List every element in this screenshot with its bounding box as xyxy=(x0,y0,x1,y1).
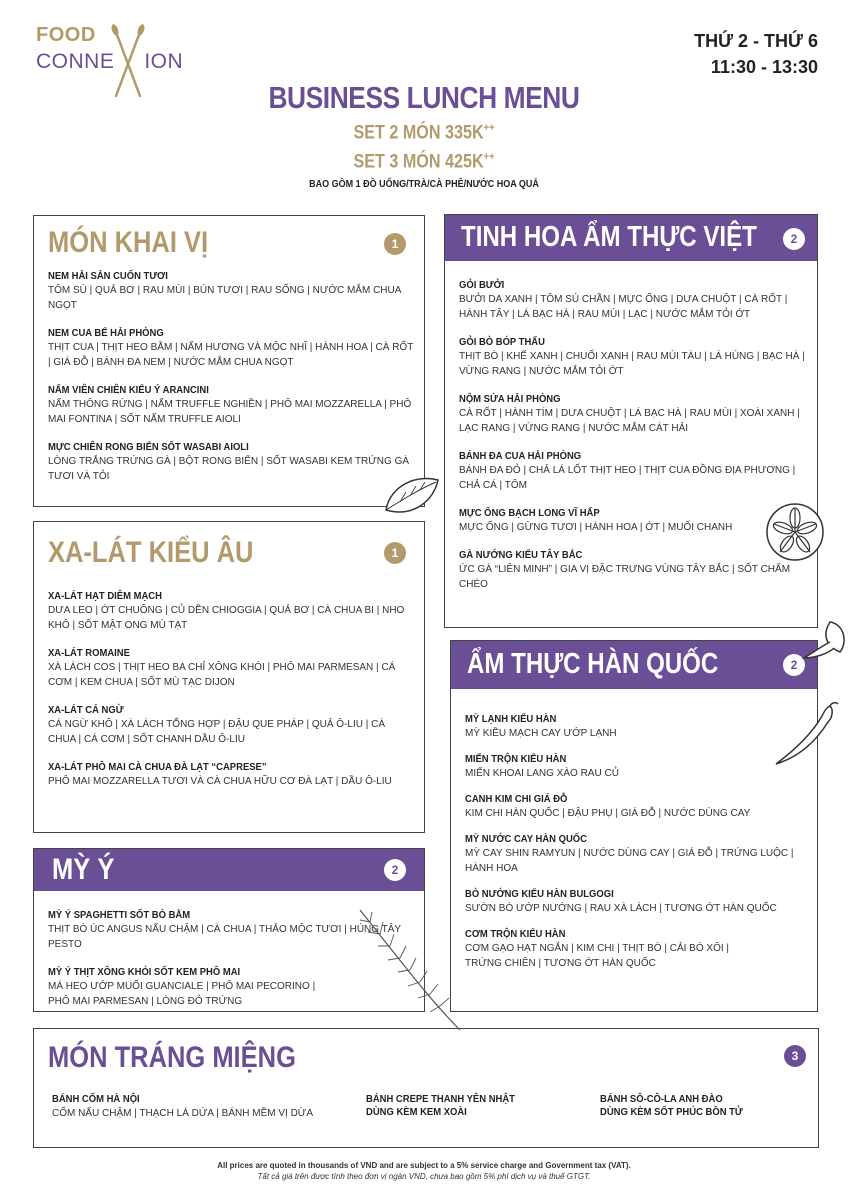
item-desc: MIẾN KHOAI LANG XÀO RAU CỦ xyxy=(465,768,619,779)
menu-item xyxy=(48,647,414,690)
section-title: MÓN KHAI VỊ xyxy=(48,226,209,259)
rosemary-icon xyxy=(340,900,470,1040)
menu-item xyxy=(600,1093,759,1119)
item-name: MIẾN TRỘN KIỂU HÀN xyxy=(465,753,567,765)
menu-item xyxy=(459,336,807,379)
menu-item xyxy=(48,590,414,633)
item-desc: MỲ KIỀU MẠCH CAY ƯỚP LẠNH xyxy=(465,728,617,739)
serving-days: THỨ 2 - THỨ 6 xyxy=(694,31,818,51)
item-name: NEM HẢI SẢN CUỐN TƯƠI xyxy=(48,270,168,282)
logo-text-ion: ION xyxy=(144,50,184,73)
chili-icon xyxy=(770,700,840,770)
menu-item xyxy=(459,549,807,592)
item-desc: CỐM NẤU CHẬM | THẠCH LÁ DỨA | BÁNH MỀM VỊ DỪA xyxy=(52,1108,314,1119)
item-name: NỘM SỨA HẢI PHÒNG xyxy=(459,393,561,405)
item-desc: DÙNG KÈM SỐT PHÚC BỒN TỬ xyxy=(600,1106,743,1118)
set-3-plus: ++ xyxy=(483,151,495,164)
set-2-price xyxy=(64,116,785,145)
menu-item xyxy=(465,753,807,781)
menu-item xyxy=(48,966,318,1009)
course-badge: 1 xyxy=(384,233,406,255)
item-desc: DÙNG KÈM KEM XOÀI xyxy=(366,1106,467,1118)
item-desc: LÒNG TRẮNG TRỨNG GÀ | BỘT RONG BIỂN | SỐT WASABI KEM TRỨNG GÀ TƯƠI VÀ TỎI xyxy=(48,456,410,482)
item-desc: BÁNH ĐA ĐỎ | CHẢ LÁ LỐT THỊT HEO | THỊT CUA ĐỒNG ĐỊA PHƯƠNG | CHẢ CÁ | TÔM xyxy=(459,465,796,491)
menu-item xyxy=(465,793,807,821)
section-title: MÓN TRÁNG MIỆNG xyxy=(48,1041,296,1074)
item-desc: SƯỜN BÒ ƯỚP NƯỚNG | RAU XÀ LÁCH | TƯƠNG ỚT HÀN QUỐC xyxy=(465,903,777,914)
item-name: BÒ NƯỚNG KIỂU HÀN BULGOGI xyxy=(465,888,614,900)
course-badge: 2 xyxy=(783,228,805,250)
item-name: MỲ LẠNH KIỂU HÀN xyxy=(465,713,557,725)
item-name: GỎI BƯỞI xyxy=(459,279,505,291)
menu-item xyxy=(465,888,807,916)
menu-item xyxy=(465,713,807,741)
menu-header xyxy=(0,80,848,190)
item-desc: BƯỞI DA XANH | TÔM SÚ CHẦN | MỰC ỐNG | DƯA CHUỘT | CÀ RỐT | HÀNH TÂY | LÁ BẠC HÀ | RAU MÙI | LẠC | NƯỚC MẮM TỎI ỚT xyxy=(459,294,788,320)
item-desc: MỰC ỐNG | GỪNG TƯƠI | HÀNH HOA | ỚT | MUỐI CHANH xyxy=(459,522,733,533)
section-title: TINH HOA ẨM THỰC VIỆT xyxy=(461,221,757,253)
menu-title: BUSINESS LUNCH MENU xyxy=(268,80,580,115)
item-desc: CƠM GẠO HẠT NGẮN | KIM CHI | THỊT BÒ | CẢI BÓ XÔI | TRỨNG CHIÊN | TƯƠNG ỚT HÀN QUỐC xyxy=(465,943,729,969)
item-desc: CÀ RỐT | HÀNH TÍM | DƯA CHUỘT | LÁ BẠC HÀ | RAU MÙI | XOÀI XANH | LẠC RANG | VỪNG RANG | NƯỚC MẮM CÁT HẢI xyxy=(459,408,800,434)
serving-hours: 11:30 - 13:30 xyxy=(710,57,818,77)
item-name: CANH KIM CHI GIÁ ĐỖ xyxy=(465,793,568,805)
menu-item xyxy=(48,327,414,370)
section-title: MỲ Ý xyxy=(52,853,115,886)
item-name: MỲ Ý THỊT XÔNG KHÓI SỐT KEM PHÔ MAI xyxy=(48,966,241,978)
item-desc: THỊT BÒ | KHẾ XANH | CHUỐI XANH | RAU MÙI TÀU | LÁ HÚNG | BẠC HÀ | VỪNG RANG | NƯỚC MẮM TỎI ỚT xyxy=(459,351,805,377)
menu-item xyxy=(459,507,807,535)
includes-note: BAO GỒM 1 ĐỒ UỐNG/TRÀ/CÀ PHÊ/NƯỚC HOA QUẢ xyxy=(309,178,539,190)
footer-english: All prices are quoted in thousands of VND and are subject to a 5% service charge and Government tax (VAT). xyxy=(217,1161,631,1170)
course-badge: 3 xyxy=(784,1045,806,1067)
set-3-label: SET 3 MÓN 425K xyxy=(353,151,484,173)
item-name: MỰC CHIÊN RONG BIỂN SỐT WASABI AIOLI xyxy=(48,441,249,453)
item-name: MỰC ỐNG BẠCH LONG VĨ HẤP xyxy=(459,507,600,519)
menu-item xyxy=(48,384,414,427)
item-name: XA-LÁT PHÔ MAI CÀ CHUA ĐÀ LẠT “CAPRESE” xyxy=(48,761,267,773)
item-name: CƠM TRỘN KIỂU HÀN xyxy=(465,928,566,940)
menu-item xyxy=(465,928,765,971)
section-han-quoc xyxy=(450,640,818,1012)
item-desc: TÔM SÚ | QUẢ BƠ | RAU MÙI | BÚN TƯƠI | RAU SỐNG | NƯỚC MẮM CHUA NGỌT xyxy=(48,285,401,311)
item-desc: MÁ HEO ƯỚP MUỐI GUANCIALE | PHÔ MAI PECORINO | PHÔ MAI PARMESAN | LÒNG ĐỎ TRỨNG xyxy=(48,981,316,1007)
item-name: BÁNH SÔ-CÔ-LA ANH ĐÀO xyxy=(600,1093,723,1105)
menu-item xyxy=(52,1093,313,1121)
item-name: GÀ NƯỚNG KIỂU TÂY BẮC xyxy=(459,549,583,561)
menu-item xyxy=(366,1093,531,1119)
item-desc: PHÔ MAI MOZZARELLA TƯƠI VÀ CÀ CHUA HỮU CƠ ĐÀ LẠT | DẦU Ô-LIU xyxy=(48,776,392,787)
item-name: XA-LÁT CÁ NGỪ xyxy=(48,704,124,716)
menu-item xyxy=(48,270,414,313)
section-title: ẨM THỰC HÀN QUỐC xyxy=(467,648,719,680)
item-name: BÁNH CỐM HÀ NỘI xyxy=(52,1093,140,1105)
menu-item xyxy=(48,704,414,747)
item-name: NẤM VIÊN CHIÊN KIỂU Ý ARANCINI xyxy=(48,384,209,396)
item-desc: THỊT CUA | THỊT HEO BẰM | NẤM HƯƠNG VÀ MỘC NHĨ | HÀNH HOA | CÀ RỐT | GIÁ ĐỖ | BÁNH ĐA NEM | NƯỚC MẮM CHUA NGỌT xyxy=(48,342,414,368)
item-desc: KIM CHI HÀN QUỐC | ĐẬU PHỤ | GIÁ ĐỖ | NƯỚC DÙNG CAY xyxy=(465,808,751,819)
menu-item xyxy=(459,279,807,322)
menu-item xyxy=(459,393,807,436)
section-xa-lat xyxy=(33,521,425,833)
item-name: XA-LÁT ROMAINE xyxy=(48,647,130,659)
item-name: BÁNH ĐA CUA HẢI PHÒNG xyxy=(459,450,582,462)
course-badge: 2 xyxy=(783,654,805,676)
set-2-plus: ++ xyxy=(483,122,495,134)
item-name: GỎI BÒ BÓP THẤU xyxy=(459,336,545,348)
item-desc: DƯA LEO | ỚT CHUÔNG | CỦ DỀN CHIOGGIA | QUẢ BƠ | CÀ CHUA BI | NHO KHÔ | SỐT MẬT ONG MÙ TẠT xyxy=(48,605,405,631)
footer-note xyxy=(0,1160,848,1182)
menu-item xyxy=(48,761,414,789)
serving-schedule xyxy=(694,28,818,80)
item-name: MỲ Ý SPAGHETTI SỐT BÒ BẰM xyxy=(48,909,191,921)
logo-text-conne: CONNE xyxy=(36,50,115,73)
item-desc: XÀ LÁCH COS | THỊT HEO BA CHỈ XÔNG KHÓI | PHÔ MAI PARMESAN | CÁ CƠM | KEM CHUA | SỐT MÙ TẠC DIJON xyxy=(48,662,396,688)
item-name: NEM CUA BỂ HẢI PHÒNG xyxy=(48,327,164,339)
section-trang-mieng xyxy=(33,1028,819,1148)
leaf-icon xyxy=(380,470,442,522)
menu-item xyxy=(459,450,807,493)
item-desc: ỨC GÀ “LIÊN MINH” | GIA VỊ ĐẶC TRƯNG VÙNG TÂY BẮC | SỐT CHẨM CHÉO xyxy=(459,564,791,590)
star-anise-icon xyxy=(760,492,830,572)
item-desc: NẤM THÔNG RỪNG | NẤM TRUFFLE NGHIỀN | PHÔ MAI MOZZARELLA | PHÔ MAI FONTINA | SỐT NẤM TRUFFLE AIOLI xyxy=(48,399,412,425)
item-desc: THỊT BÒ ÚC ANGUS NẤU CHẬM | CÀ CHUA | THẢO MỘC TƯƠI | HÚNG TÂY PESTO xyxy=(48,924,401,950)
menu-item xyxy=(465,833,807,876)
logo-text-food: FOOD xyxy=(36,24,96,46)
set-2-label: SET 2 MÓN 335K xyxy=(353,122,484,144)
item-desc: MỲ CAY SHIN RAMYUN | NƯỚC DÙNG CAY | GIÁ ĐỖ | TRỨNG LUỘC | HÀNH HOA xyxy=(465,848,794,874)
footer-vietnamese: Tất cả giá trên được tính theo đơn vị ngàn VND, chưa bao gồm 5% phí dịch vụ và thuế GTGT. xyxy=(257,1172,591,1181)
item-name: XA-LÁT HẠT DIÊM MẠCH xyxy=(48,590,162,602)
mushroom-icon xyxy=(800,618,848,662)
item-desc: CÁ NGỪ KHÔ | XÀ LÁCH TỔNG HỢP | ĐẬU QUE PHÁP | QUẢ Ô-LIU | CÀ CHUA | CÁ CƠM | SỐT CHANH DẦU Ô-LIU xyxy=(48,719,386,745)
section-khai-vi xyxy=(33,215,425,507)
item-name: BÁNH CREPE THANH YÊN NHẬT xyxy=(366,1093,515,1105)
course-badge: 2 xyxy=(384,859,406,881)
set-3-price xyxy=(64,145,785,174)
menu-item xyxy=(48,441,414,484)
section-title: XA-LÁT KIỂU ÂU xyxy=(48,536,254,569)
item-name: MỲ NƯỚC CAY HÀN QUỐC xyxy=(465,833,587,845)
course-badge: 1 xyxy=(384,542,406,564)
